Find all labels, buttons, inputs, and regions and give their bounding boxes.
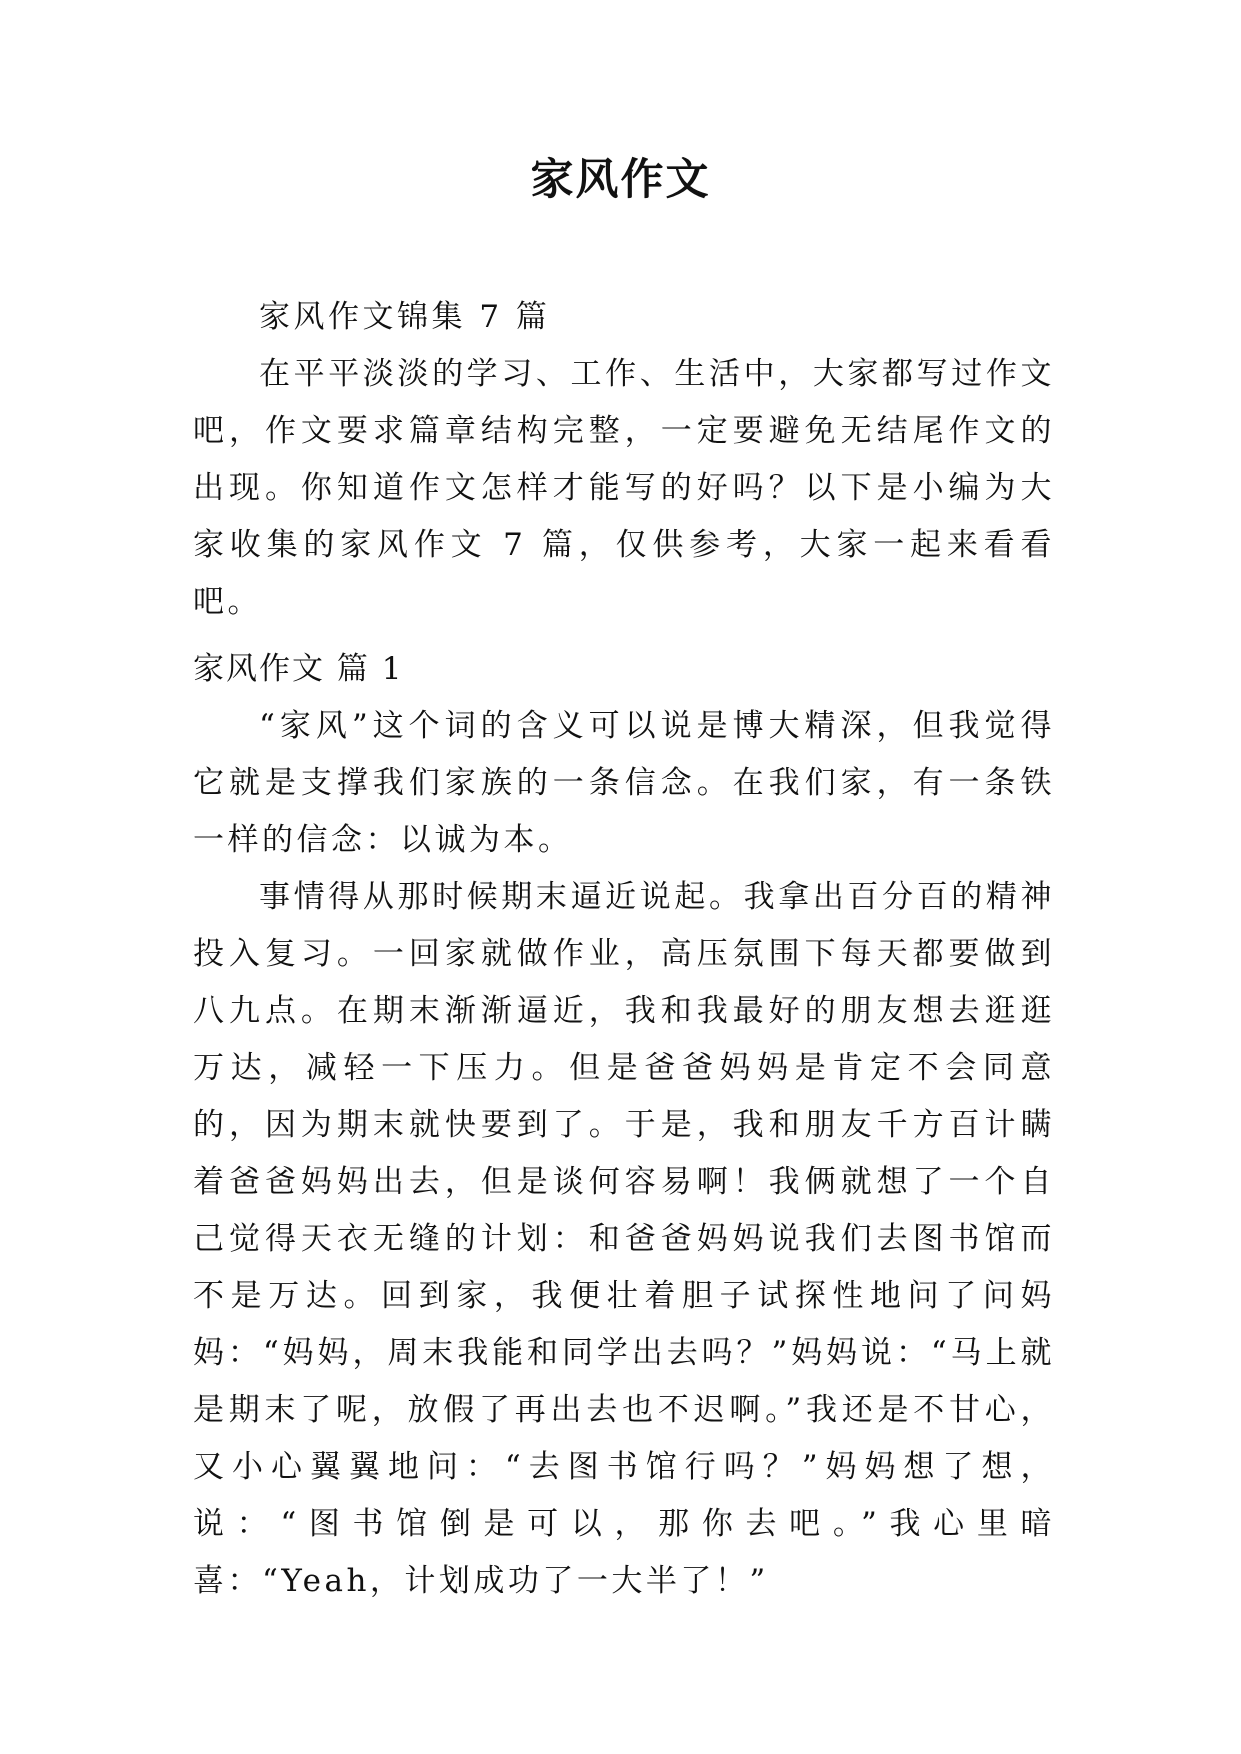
section-heading: 家风作文 篇 1 — [193, 651, 404, 687]
collection-subtitle: 家风作文锦集 7 篇 — [259, 299, 551, 335]
essay-paragraph: 事情得从那时候期末逼近说起。我拿出百分百的精神投入复习。一回家就做作业，高压氛围下每天都要做到八九点。在期末渐渐逼近，我和我最好的朋友想去逛逛万达，减轻一下压力。但是爸爸妈妈是肯定不会同意的，因为期末就快要到了。于是，我和朋友千方百计瞒着爸爸妈妈出去，但是谈何容易啊！我俩就想了一个自己觉得天衣无缝的计划：和爸爸妈妈说我们去图书馆而不是万达。回到家，我便壮着胆子试探性地问了问妈妈：“妈妈，周末我能和同学出去吗？”妈妈说：“马上就是期末了呢，放假了再出去也不迟啊。”我还是不甘心，又小心翼翼地问：“去图书馆行吗？”妈妈想了想，说：“图书馆倒是可以，那你去吧。”我心里暗喜：“Yeah，计划成功了一大半了！” — [193, 879, 1055, 1599]
intro-paragraph: 在平平淡淡的学习、工作、生活中，大家都写过作文吧，作文要求篇章结构完整，一定要避免无结尾作文的出现。你知道作文怎样才能写的好吗？以下是小编为大家收集的家风作文 7 篇，仅供参考，大家一起来看看吧。 — [193, 356, 1055, 620]
document-title: 家风作文 — [530, 155, 711, 205]
essay-paragraph: “家风”这个词的含义可以说是博大精深，但我觉得它就是支撑我们家族的一条信念。在我们家，有一条铁一样的信念：以诚为本。 — [193, 708, 1055, 858]
